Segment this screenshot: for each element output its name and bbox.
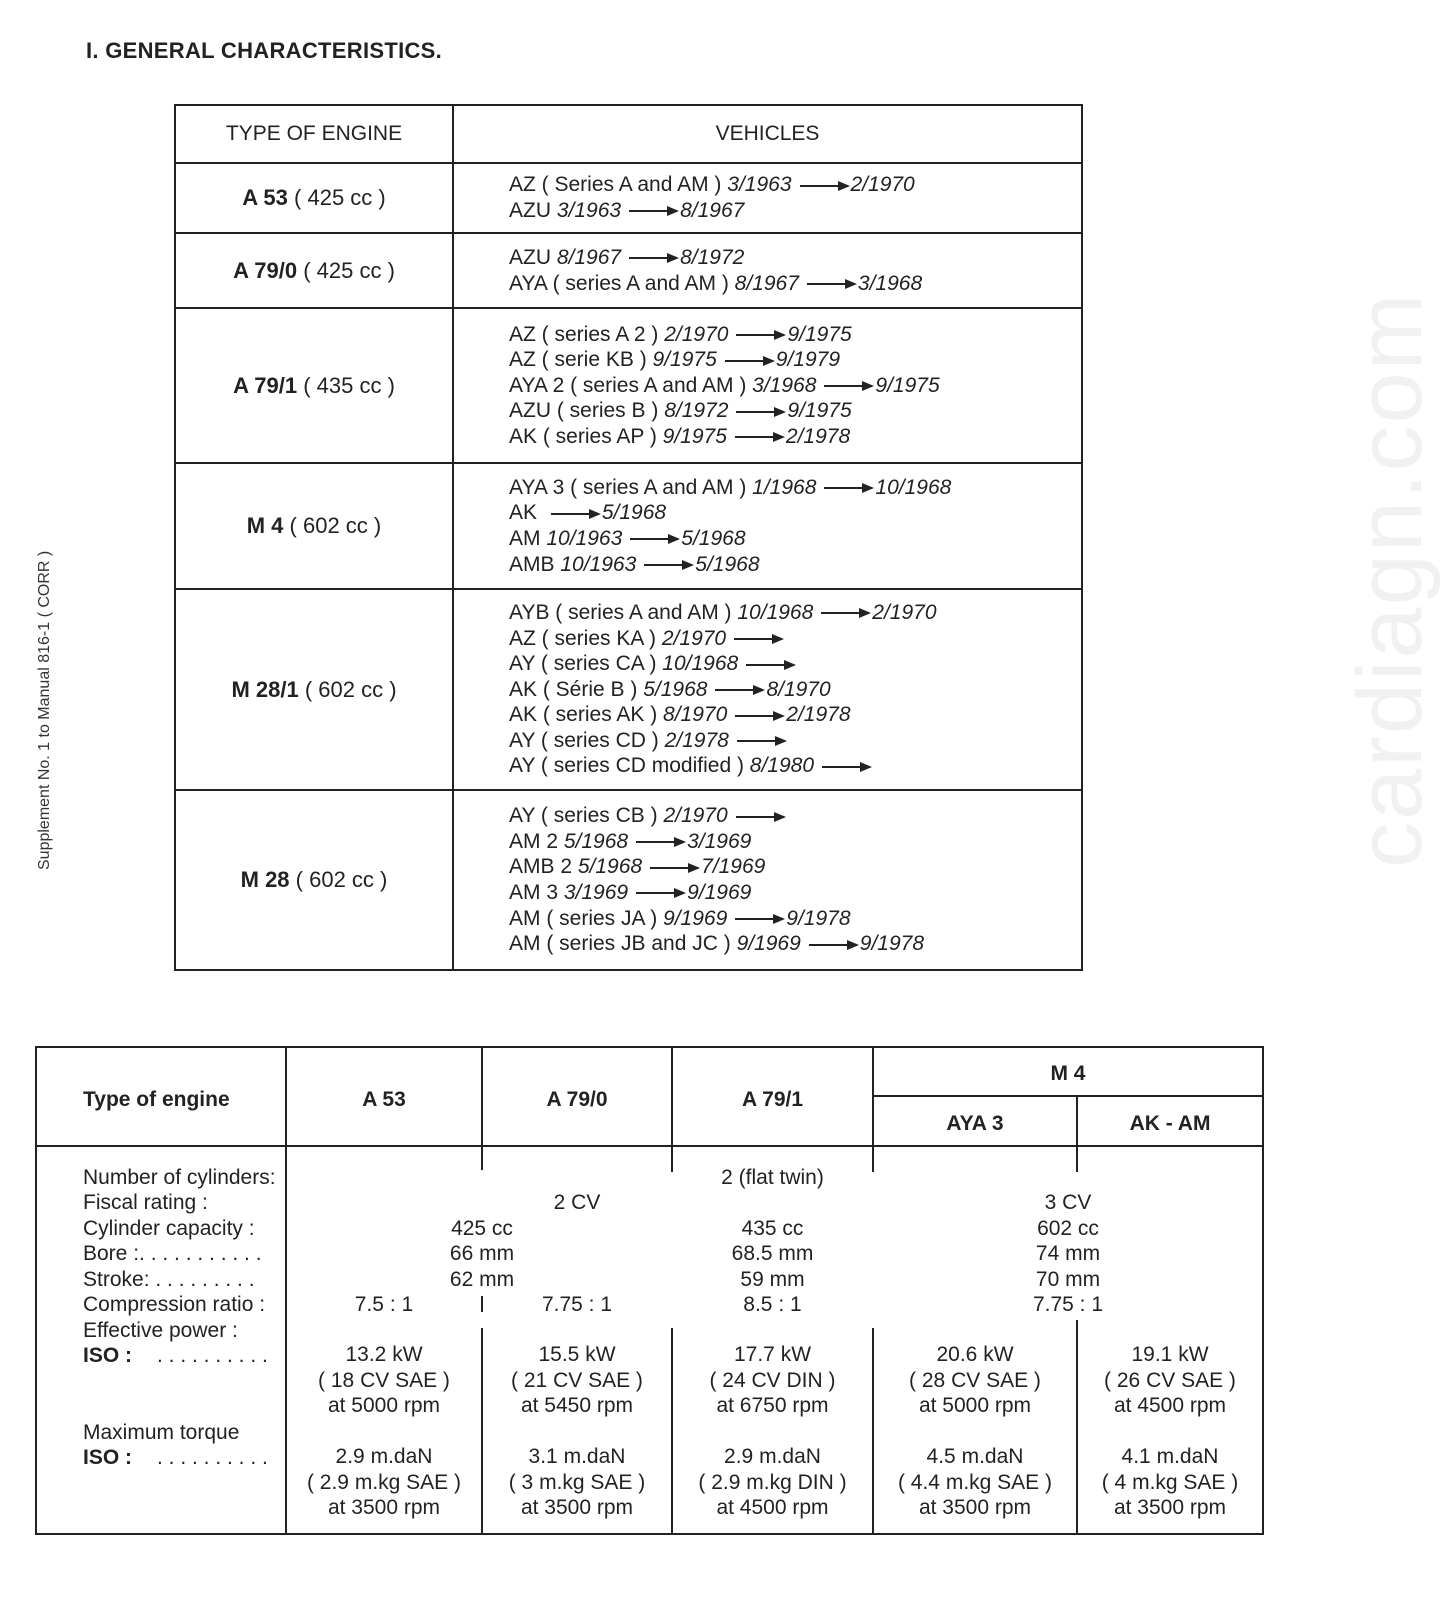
- date-from: 8/1967: [556, 245, 622, 269]
- engine-code: A 53: [242, 185, 288, 210]
- vehicle-line: [509, 906, 1081, 932]
- vehicle-line: [509, 245, 1081, 271]
- value-bore-a: 66 mm: [449, 1242, 515, 1265]
- power-value: ( 28 CV SAE ): [909, 1368, 1041, 1392]
- vehicle-line: [509, 198, 1081, 224]
- arrow-right-icon: [822, 766, 870, 768]
- date-from: 8/1970: [663, 703, 728, 727]
- engine-type-cell: [175, 463, 453, 589]
- vehicle-model: AK: [509, 501, 543, 525]
- vehicle-model: AYA ( series A and AM ): [509, 271, 735, 295]
- vehicle-model: AMB: [509, 552, 561, 576]
- date-from: 10/1968: [662, 652, 739, 676]
- date-from: 2/1970: [661, 626, 727, 650]
- date-from: 5/1968: [643, 677, 708, 701]
- col-a790: A 79/0: [546, 1088, 608, 1111]
- arrow-right-icon: [636, 841, 684, 843]
- date-to: 5/1968: [601, 501, 667, 525]
- power-value: at 4500 rpm: [1113, 1394, 1227, 1417]
- watermark: cardiagn.com: [1339, 291, 1441, 868]
- value-stroke-a: 62 mm: [449, 1268, 515, 1291]
- power-value: ( 26 CV SAE ): [1104, 1368, 1236, 1392]
- date-from: 5/1968: [577, 855, 643, 879]
- date-from: 3/1969: [563, 881, 629, 904]
- value-cr-a791: 8.5 : 1: [743, 1293, 802, 1316]
- power-value: at 5000 rpm: [918, 1394, 1032, 1417]
- value-cap-m: 602 cc: [1037, 1217, 1099, 1240]
- date-to: 2/1978: [786, 703, 851, 727]
- vehicles-cell: [453, 163, 1082, 233]
- vehicle-model: AYA 2 ( series A and AM ): [509, 373, 753, 397]
- date-from: 1/1968: [752, 475, 817, 499]
- engine-row: [175, 463, 1082, 589]
- engine-capacity: ( 602 cc ): [289, 513, 382, 538]
- value-stroke-79: 59 mm: [740, 1268, 805, 1291]
- arrow-right-icon: [629, 210, 677, 212]
- arrow-right-icon: [736, 411, 784, 413]
- label-capacity: Cylinder capacity :: [83, 1217, 255, 1240]
- vehicle-model: AYA 3 ( series A and AM ): [509, 475, 753, 499]
- vehicle-line: [509, 424, 1081, 450]
- date-to: 9/1979: [775, 348, 840, 372]
- vehicle-line: [509, 526, 1081, 552]
- engine-capacity: ( 435 cc ): [303, 372, 395, 398]
- torque-value: 2.9 m.daN: [724, 1445, 821, 1468]
- vehicle-line: [509, 677, 1081, 703]
- vehicle-line: [509, 651, 1081, 677]
- vehicle-line: [509, 500, 1081, 526]
- engine-row: [175, 790, 1082, 970]
- engine-code: M 28: [240, 867, 290, 892]
- engine-row: [175, 308, 1082, 463]
- value-fiscal-m: 3 CV: [1044, 1191, 1092, 1214]
- side-note: Supplement No. 1 to Manual 816-1 ( CORR ): [36, 550, 53, 870]
- date-to: 2/1978: [785, 424, 851, 448]
- label-power: Effective power :: [83, 1319, 238, 1342]
- label-torque-dots: . . . . . . . . . .: [157, 1446, 268, 1469]
- vehicle-model: AY ( series CA ): [509, 652, 663, 676]
- specifications-table: [35, 1046, 1264, 1535]
- vehicle-model: AK ( series AK ): [509, 703, 664, 727]
- date-from: 10/1968: [737, 600, 814, 624]
- engine-code: M 4: [246, 513, 284, 538]
- arrow-right-icon: [629, 257, 677, 259]
- value-stroke-m: 70 mm: [1035, 1268, 1101, 1291]
- vehicle-line: [509, 347, 1081, 373]
- engine-vehicles-table: [174, 104, 1083, 971]
- engine-row: [175, 589, 1082, 790]
- torque-value: ( 2.9 m.kg SAE ): [306, 1470, 462, 1494]
- torque-value: at 3500 rpm: [520, 1496, 634, 1519]
- vehicle-model: AMB 2: [509, 855, 578, 879]
- arrow-right-icon: [715, 689, 763, 691]
- engine-type-cell: [175, 233, 453, 308]
- engine-type-cell: [175, 790, 453, 970]
- date-from: 3/1968: [752, 373, 817, 397]
- arrow-right-icon: [736, 816, 784, 818]
- engine-row: [175, 233, 1082, 308]
- vehicle-line: [509, 931, 1081, 957]
- vehicle-line: [509, 829, 1081, 855]
- label-torque: Maximum torque: [83, 1421, 240, 1444]
- date-to: 5/1968: [681, 527, 746, 550]
- power-value: 19.1 kW: [1131, 1343, 1209, 1366]
- date-to: 2/1970: [850, 173, 915, 197]
- date-from: 8/1980: [749, 754, 815, 778]
- label-bore: Bore :. . . . . . . . . . .: [83, 1242, 262, 1265]
- torque-value: at 3500 rpm: [918, 1496, 1032, 1519]
- date-from: 3/1963: [556, 199, 622, 222]
- value-cylinders: 2 (flat twin): [721, 1166, 824, 1189]
- label-cylinders: Number of cylinders:: [83, 1166, 276, 1189]
- torque-value: ( 2.9 m.kg DIN ): [698, 1470, 847, 1494]
- vehicle-line: [509, 475, 1081, 501]
- date-from: 9/1975: [652, 348, 717, 372]
- vehicle-model: AM 3: [509, 881, 564, 904]
- vehicle-line: [509, 753, 1081, 779]
- date-from: 10/1963: [560, 552, 637, 576]
- value-fiscal-a: 2 CV: [553, 1191, 601, 1214]
- engine-code: A 79/1: [233, 372, 298, 398]
- vehicle-model: AZ ( serie KB ): [509, 348, 653, 372]
- col-header-vehicles: VEHICLES: [453, 105, 1082, 163]
- vehicle-model: AZU ( series B ): [509, 399, 665, 423]
- arrow-right-icon: [636, 892, 684, 894]
- vehicle-model: AY ( series CD ): [509, 728, 665, 752]
- date-to: 2/1970: [872, 600, 937, 624]
- engine-capacity: ( 425 cc ): [303, 257, 395, 283]
- col-a791: A 79/1: [741, 1088, 804, 1111]
- engine-code: A 79/0: [233, 257, 298, 283]
- vehicle-model: AK ( series AP ): [509, 424, 663, 448]
- value-cr-a790: 7.75 : 1: [541, 1293, 613, 1316]
- vehicle-model: AYB ( series A and AM ): [509, 600, 738, 624]
- arrow-right-icon: [725, 360, 773, 362]
- value-bore-m: 74 mm: [1035, 1242, 1101, 1265]
- label-power-iso: ISO :: [83, 1344, 133, 1367]
- engine-type-cell: [175, 589, 453, 790]
- torque-value: 4.1 m.daN: [1121, 1445, 1219, 1468]
- power-value: at 5000 rpm: [327, 1394, 441, 1417]
- vehicle-model: AY ( series CD modified ): [509, 754, 750, 778]
- power-value: ( 18 CV SAE ): [318, 1368, 450, 1392]
- arrow-right-icon: [736, 334, 784, 336]
- arrow-right-icon: [650, 867, 698, 869]
- vehicle-model: AZU: [509, 245, 557, 269]
- engine-code: M 28/1: [231, 676, 299, 702]
- vehicle-model: AY ( series CB ): [509, 804, 664, 828]
- vehicle-line: [509, 322, 1081, 348]
- date-to: 8/1967: [680, 199, 745, 222]
- value-bore-79: 68.5 mm: [731, 1242, 814, 1265]
- arrow-right-icon: [737, 740, 785, 742]
- power-value: ( 24 CV DIN ): [709, 1368, 836, 1392]
- vehicles-cell: [453, 308, 1082, 463]
- date-to: 9/1978: [859, 932, 925, 956]
- arrow-right-icon: [630, 538, 678, 540]
- date-from: 9/1975: [662, 424, 727, 448]
- arrow-right-icon: [824, 487, 872, 489]
- value-cap-a: 425 cc: [451, 1217, 513, 1240]
- date-from: 8/1972: [664, 399, 729, 423]
- value-cr-m4: 7.75 : 1: [1032, 1293, 1104, 1316]
- date-from: 10/1963: [546, 527, 623, 550]
- vehicle-model: AZ ( series KA ): [509, 626, 662, 650]
- date-from: 2/1970: [663, 804, 728, 828]
- power-value: 15.5 kW: [538, 1343, 616, 1366]
- arrow-right-icon: [734, 638, 782, 640]
- label-compression: Compression ratio :: [83, 1293, 266, 1316]
- power-value: ( 21 CV SAE ): [511, 1368, 643, 1392]
- col-header-engine: TYPE OF ENGINE: [175, 105, 453, 163]
- vehicle-line: [509, 702, 1081, 728]
- torque-value: 3.1 m.daN: [528, 1445, 626, 1468]
- label-power-dots: . . . . . . . . . .: [157, 1344, 268, 1367]
- arrow-right-icon: [644, 564, 692, 566]
- date-to: 7/1969: [701, 855, 766, 879]
- date-to: 3/1969: [687, 829, 752, 853]
- value-cap-79: 435 cc: [741, 1217, 804, 1240]
- date-to: 9/1978: [786, 906, 851, 930]
- vehicle-model: AM ( series JA ): [509, 906, 664, 930]
- date-from: 5/1968: [563, 829, 629, 853]
- arrow-right-icon: [809, 944, 857, 946]
- vehicles-cell: [453, 790, 1082, 970]
- vehicle-model: AM: [509, 527, 547, 550]
- torque-value: ( 4.4 m.kg SAE ): [897, 1470, 1053, 1494]
- arrow-right-icon: [746, 664, 794, 666]
- power-value: at 6750 rpm: [716, 1394, 829, 1417]
- engine-capacity: ( 602 cc ): [304, 676, 397, 702]
- date-to: 5/1968: [695, 552, 760, 576]
- label-stroke: Stroke: . . . . . . . . .: [83, 1268, 255, 1291]
- vehicle-line: [509, 172, 1081, 198]
- date-from: 8/1967: [734, 271, 799, 295]
- date-from: 9/1969: [736, 932, 801, 956]
- vehicle-model: AK ( Série B ): [509, 677, 644, 701]
- col-aya3: AYA 3: [946, 1112, 1004, 1135]
- arrow-right-icon: [735, 715, 783, 717]
- date-to: 3/1968: [857, 271, 923, 295]
- torque-value: 4.5 m.daN: [926, 1445, 1024, 1468]
- torque-value: at 3500 rpm: [1113, 1496, 1227, 1519]
- vehicles-cell: [453, 233, 1082, 308]
- date-to: 9/1975: [787, 399, 852, 423]
- col-a53: A 53: [362, 1088, 406, 1111]
- vehicle-line: [509, 728, 1081, 754]
- vehicles-cell: [453, 463, 1082, 589]
- power-value: 17.7 kW: [733, 1343, 812, 1366]
- torque-value: ( 3 m.kg SAE ): [508, 1470, 646, 1494]
- arrow-right-icon: [821, 612, 869, 614]
- date-from: 2/1978: [664, 728, 729, 752]
- engine-type-cell: [175, 308, 453, 463]
- power-value: at 5450 rpm: [520, 1394, 634, 1417]
- power-value: 20.6 kW: [936, 1343, 1014, 1366]
- date-to: 9/1975: [787, 322, 852, 346]
- torque-value: at 3500 rpm: [327, 1496, 441, 1519]
- arrow-right-icon: [807, 283, 855, 285]
- page-title: I. GENERAL CHARACTERISTICS.: [86, 38, 443, 63]
- torque-value: ( 4 m.kg SAE ): [1101, 1470, 1239, 1494]
- date-to: 10/1968: [875, 475, 952, 499]
- vehicle-line: [509, 880, 1081, 906]
- vehicles-cell: [453, 589, 1082, 790]
- date-from: 3/1963: [727, 173, 792, 197]
- value-cr-a53: 7.5 : 1: [354, 1293, 414, 1316]
- date-from: 9/1969: [663, 906, 728, 930]
- vehicle-model: AZ ( series A 2 ): [509, 322, 665, 346]
- date-to: 9/1969: [687, 881, 752, 904]
- vehicle-line: [509, 373, 1081, 399]
- engine-type-cell: [175, 163, 453, 233]
- label-torque-iso: ISO :: [83, 1446, 133, 1469]
- torque-value: at 4500 rpm: [716, 1496, 829, 1519]
- col-ak-am: AK - AM: [1129, 1112, 1211, 1135]
- label-fiscal: Fiscal rating :: [83, 1191, 208, 1214]
- vehicle-line: [509, 600, 1081, 626]
- date-from: 2/1970: [664, 322, 729, 346]
- vehicle-line: [509, 803, 1081, 829]
- date-to: 9/1975: [875, 373, 940, 397]
- vehicle-model: AM ( series JB and JC ): [509, 932, 737, 956]
- vehicle-model: AM 2: [509, 829, 564, 853]
- col-m4: M 4: [1050, 1062, 1086, 1085]
- vehicle-model: AZ ( Series A and AM ): [509, 173, 728, 197]
- arrow-right-icon: [735, 918, 783, 920]
- torque-value: 2.9 m.daN: [335, 1445, 433, 1468]
- date-to: 8/1970: [766, 677, 831, 701]
- vehicle-line: [509, 552, 1081, 578]
- vehicle-line: [509, 398, 1081, 424]
- vehicle-model: AZU: [509, 199, 557, 222]
- type-of-engine-header: Type of engine: [83, 1088, 230, 1111]
- arrow-right-icon: [800, 185, 848, 187]
- vehicle-line: [509, 271, 1081, 297]
- vehicle-line: [509, 626, 1081, 652]
- arrow-right-icon: [824, 385, 872, 387]
- engine-row: [175, 163, 1082, 233]
- engine-capacity: ( 425 cc ): [294, 185, 386, 210]
- date-to: 8/1972: [680, 245, 745, 269]
- power-value: 13.2 kW: [345, 1343, 423, 1366]
- engine-capacity: ( 602 cc ): [295, 867, 388, 892]
- vehicle-line: [509, 854, 1081, 880]
- arrow-right-icon: [551, 513, 599, 515]
- arrow-right-icon: [735, 436, 783, 438]
